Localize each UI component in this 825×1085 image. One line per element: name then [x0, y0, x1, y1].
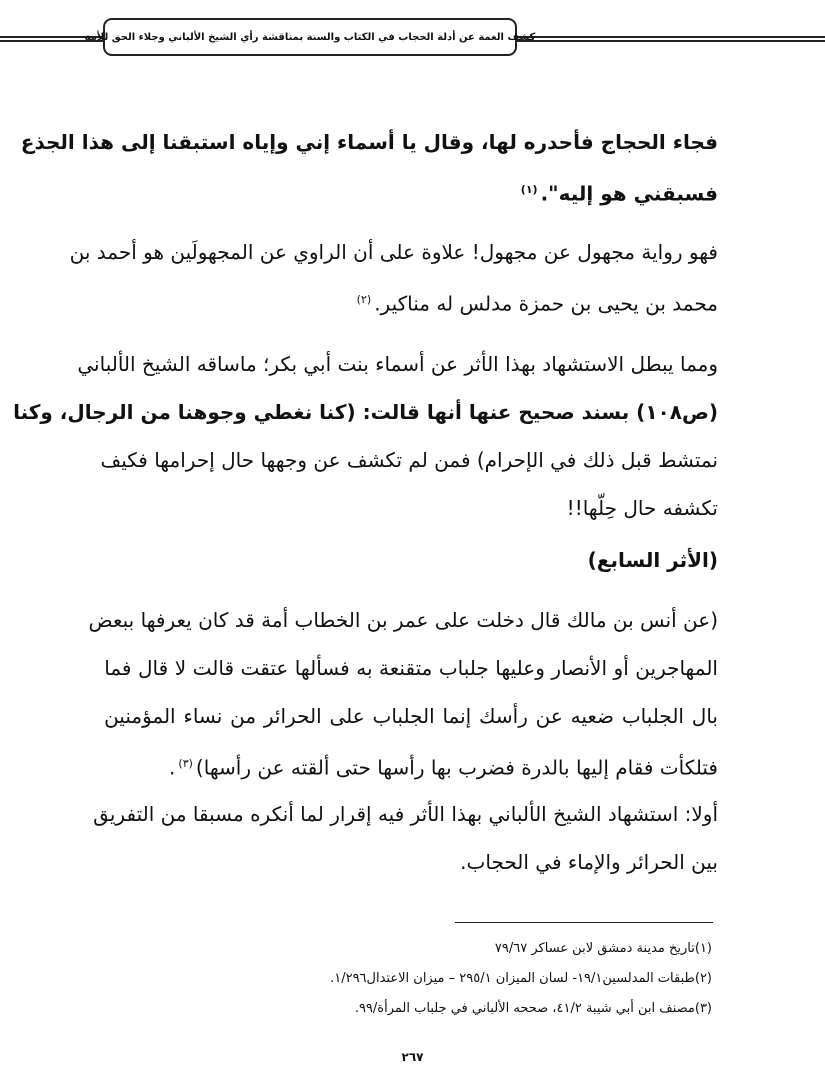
paragraph-2-line-2 — [104, 276, 718, 324]
footnote-2: (٢)طبقات المدلسين١٩/١- لسان الميزان ٢٩٥/١ – ميزان الاعتدال١/٢٩٦. — [330, 971, 712, 986]
paragraph-1-line-2 — [104, 166, 718, 214]
footnote-ref-2: (٢) — [356, 293, 372, 306]
footnote-ref-3: (٣) — [178, 757, 193, 770]
paragraph-1 — [20, 118, 718, 214]
paragraph-2-line-2-text: محمد بن يحيى بن حمزة مدلس له مناكير. — [374, 291, 718, 316]
paragraph-5-line-1: (عن أنس بن مالك قال دخلت على عمر بن الخطاب أمة قد كان يعرفها ببعض — [88, 608, 718, 632]
footnotes — [300, 934, 712, 1024]
footnote-1: (١)تاريخ مدينة دمشق لابن عساكر ٧٩/٦٧ — [494, 941, 712, 956]
paragraph-6-line-1: أولا: استشهاد الشيخ الألباني بهذا الأثر فيه إقرار لما أنكره مسبقا من التفريق — [93, 802, 718, 826]
paragraph-2 — [69, 228, 718, 324]
paragraph-2-line-1: فهو رواية مجهول عن مجهول! علاوة على أن الراوي عن المجهولَين هو أحمد بن — [69, 240, 718, 264]
paragraph-1-line-1: فجاء الحجاج فأحدره لها، وقال يا أسماء إني وإياه استبقنا إلى هذا الجذع — [20, 130, 718, 154]
paragraph-5-line-4-text: فتلكأت فقام إليها بالدرة فضرب بها رأسها حتى ألقته عن رأسها) — [195, 755, 718, 780]
paragraph-3-line-3: نمتشط قبل ذلك في الإحرام) فمن لم تكشف عن وجهها حال إحرامها فكيف — [100, 448, 718, 472]
header-title: كشف الغمة عن أدلة الحجاب في الكتاب والسنة بمناقشة رأي الشيخ الألباني وجلاء الحق للأمة — [84, 31, 536, 43]
paragraph-1-line-2-text: فسبقني هو إليه". — [540, 181, 718, 206]
paragraph-5-end: . — [169, 755, 176, 780]
paragraph-6 — [93, 790, 718, 886]
footnote-ref-1: (١) — [520, 183, 538, 196]
paragraph-6-line-2: بين الحرائر والإماء في الحجاب. — [460, 850, 718, 874]
footnote-3: (٣)مصنف ابن أبي شيبة ٤١/٢، صححه الألباني في جلباب المرأة/٩٩. — [354, 1001, 712, 1016]
paragraph-5-line-4 — [104, 740, 718, 788]
paragraph-5 — [88, 596, 718, 788]
paragraph-5-line-3: بال الجلباب ضعيه عن رأسك إنما الجلباب على الحرائر من نساء المؤمنين — [104, 704, 718, 728]
paragraph-3-line-2: (ص١٠٨) بسند صحيح عنها أنها قالت: (كنا نغطي وجوهنا من الرجال، وكنا — [13, 400, 718, 424]
paragraph-3-line-4: تكشفه حال حِلّها!! — [566, 496, 718, 520]
header-box — [84, 18, 536, 56]
paragraph-3 — [13, 340, 718, 532]
section-heading-text: (الأثر السابع) — [587, 548, 718, 572]
footnote-divider — [455, 922, 713, 923]
section-heading — [104, 536, 718, 584]
paragraph-5-line-2: المهاجرين أو الأنصار وعليها جلباب متقنعة به فسألها عتقت قالت لا قال فما — [104, 656, 718, 680]
paragraph-3-line-1: ومما يبطل الاستشهاد بهذا الأثر عن أسماء بنت أبي بكر؛ ماساقه الشيخ الألباني — [77, 352, 718, 376]
page-number: ٢٦٧ — [401, 1050, 424, 1064]
